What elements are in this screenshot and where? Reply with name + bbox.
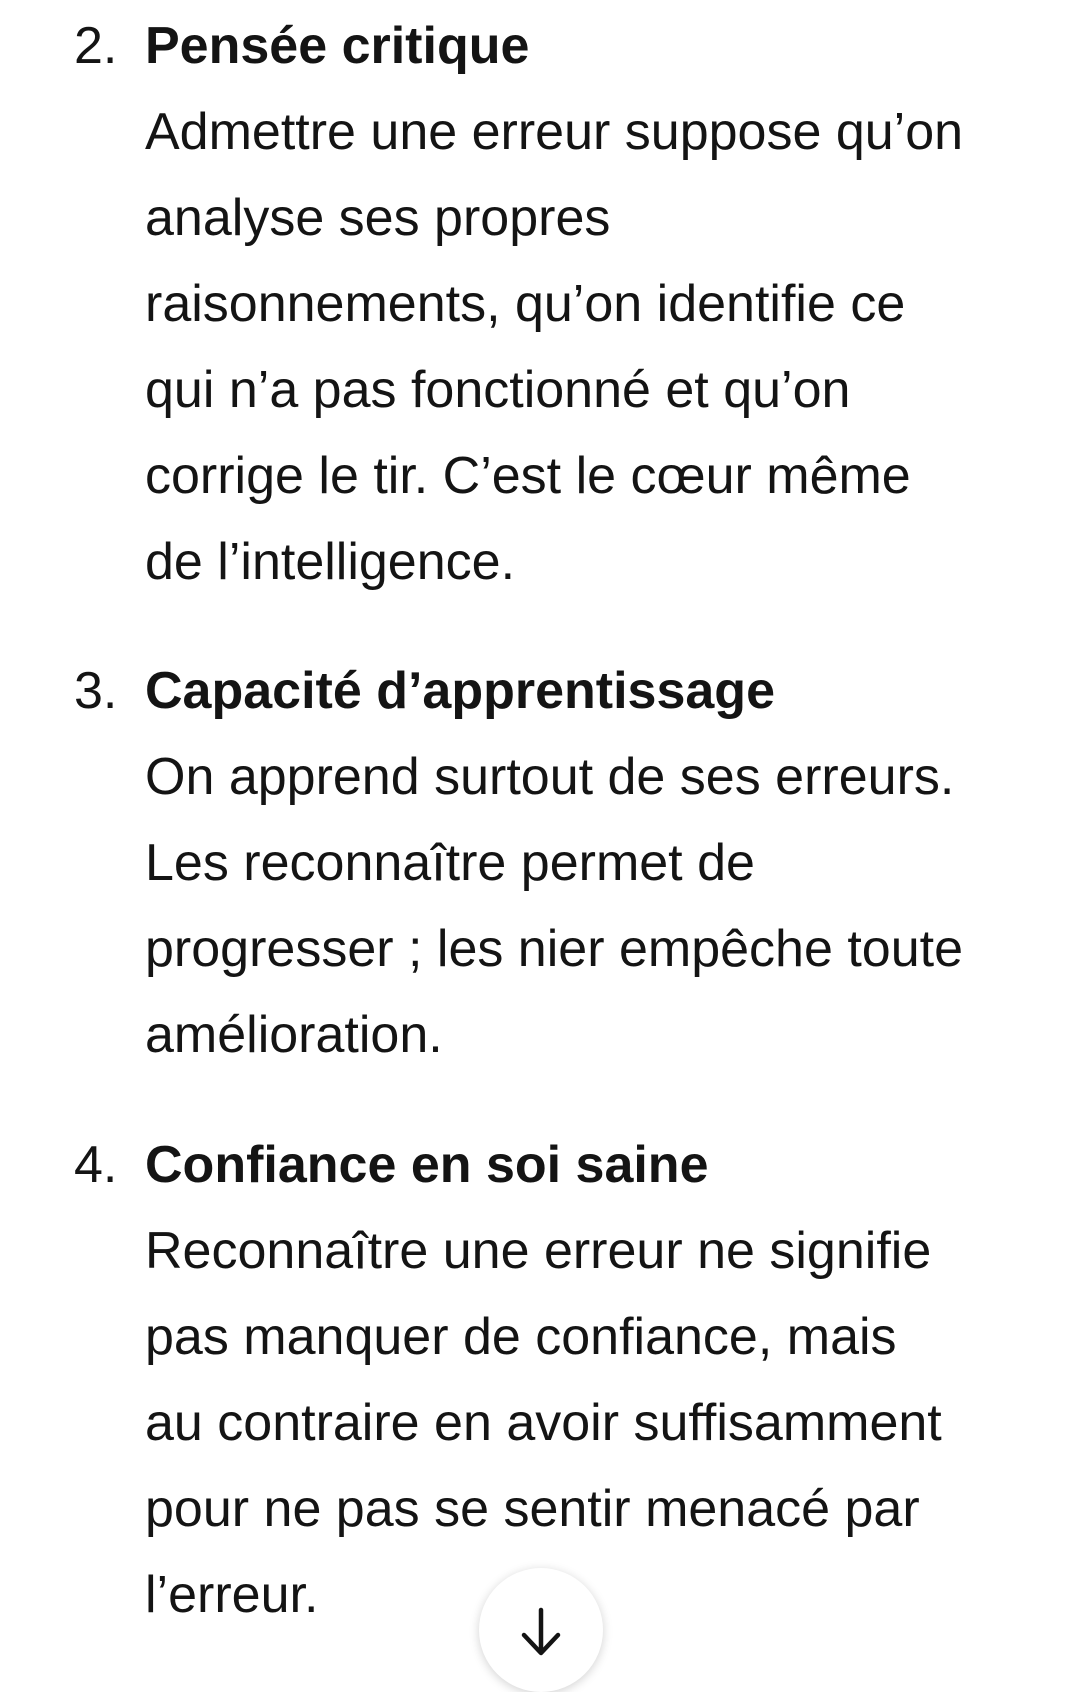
- list-item-line: pour ne pas se sentir menacé par: [145, 1480, 920, 1538]
- list-item-number: 2.: [74, 17, 118, 75]
- list-item-title: Capacité d’apprentissage: [145, 662, 775, 720]
- list-item-line: qui n’a pas fonctionné et qu’on: [145, 361, 851, 419]
- list-item-line: corrige le tir. C’est le cœur même: [145, 447, 911, 505]
- list-item-title: Pensée critique: [145, 17, 530, 75]
- list-item-number: 3.: [74, 662, 118, 720]
- list-item-line: Reconnaître une erreur ne signifie: [145, 1222, 932, 1280]
- list-item-line: pas manquer de confiance, mais: [145, 1308, 897, 1366]
- list-item-line: analyse ses propres: [145, 189, 611, 247]
- arrow-down-icon: [519, 1606, 563, 1658]
- list-item-line: l’erreur.: [145, 1566, 319, 1624]
- list-item-title: Confiance en soi saine: [145, 1136, 709, 1194]
- list-item-line: raisonnements, qu’on identifie ce: [145, 275, 906, 333]
- list-item-line: Admettre une erreur suppose qu’on: [145, 103, 964, 161]
- list-item-line: On apprend surtout de ses erreurs.: [145, 748, 955, 806]
- list-item-line: de l’intelligence.: [145, 533, 516, 591]
- list-item-line: Les reconnaître permet de: [145, 834, 755, 892]
- list-item-line: amélioration.: [145, 1006, 443, 1064]
- list-item-content: [145, 1122, 1060, 1638]
- list-item-line: au contraire en avoir suffisamment: [145, 1394, 942, 1452]
- list-item-line: progresser ; les nier empêche toute: [145, 920, 963, 978]
- scroll-to-bottom-button[interactable]: [479, 1568, 603, 1692]
- list-item-content: [145, 648, 1060, 1078]
- list-item-number: 4.: [74, 1136, 118, 1194]
- list-item-content: [145, 3, 1060, 605]
